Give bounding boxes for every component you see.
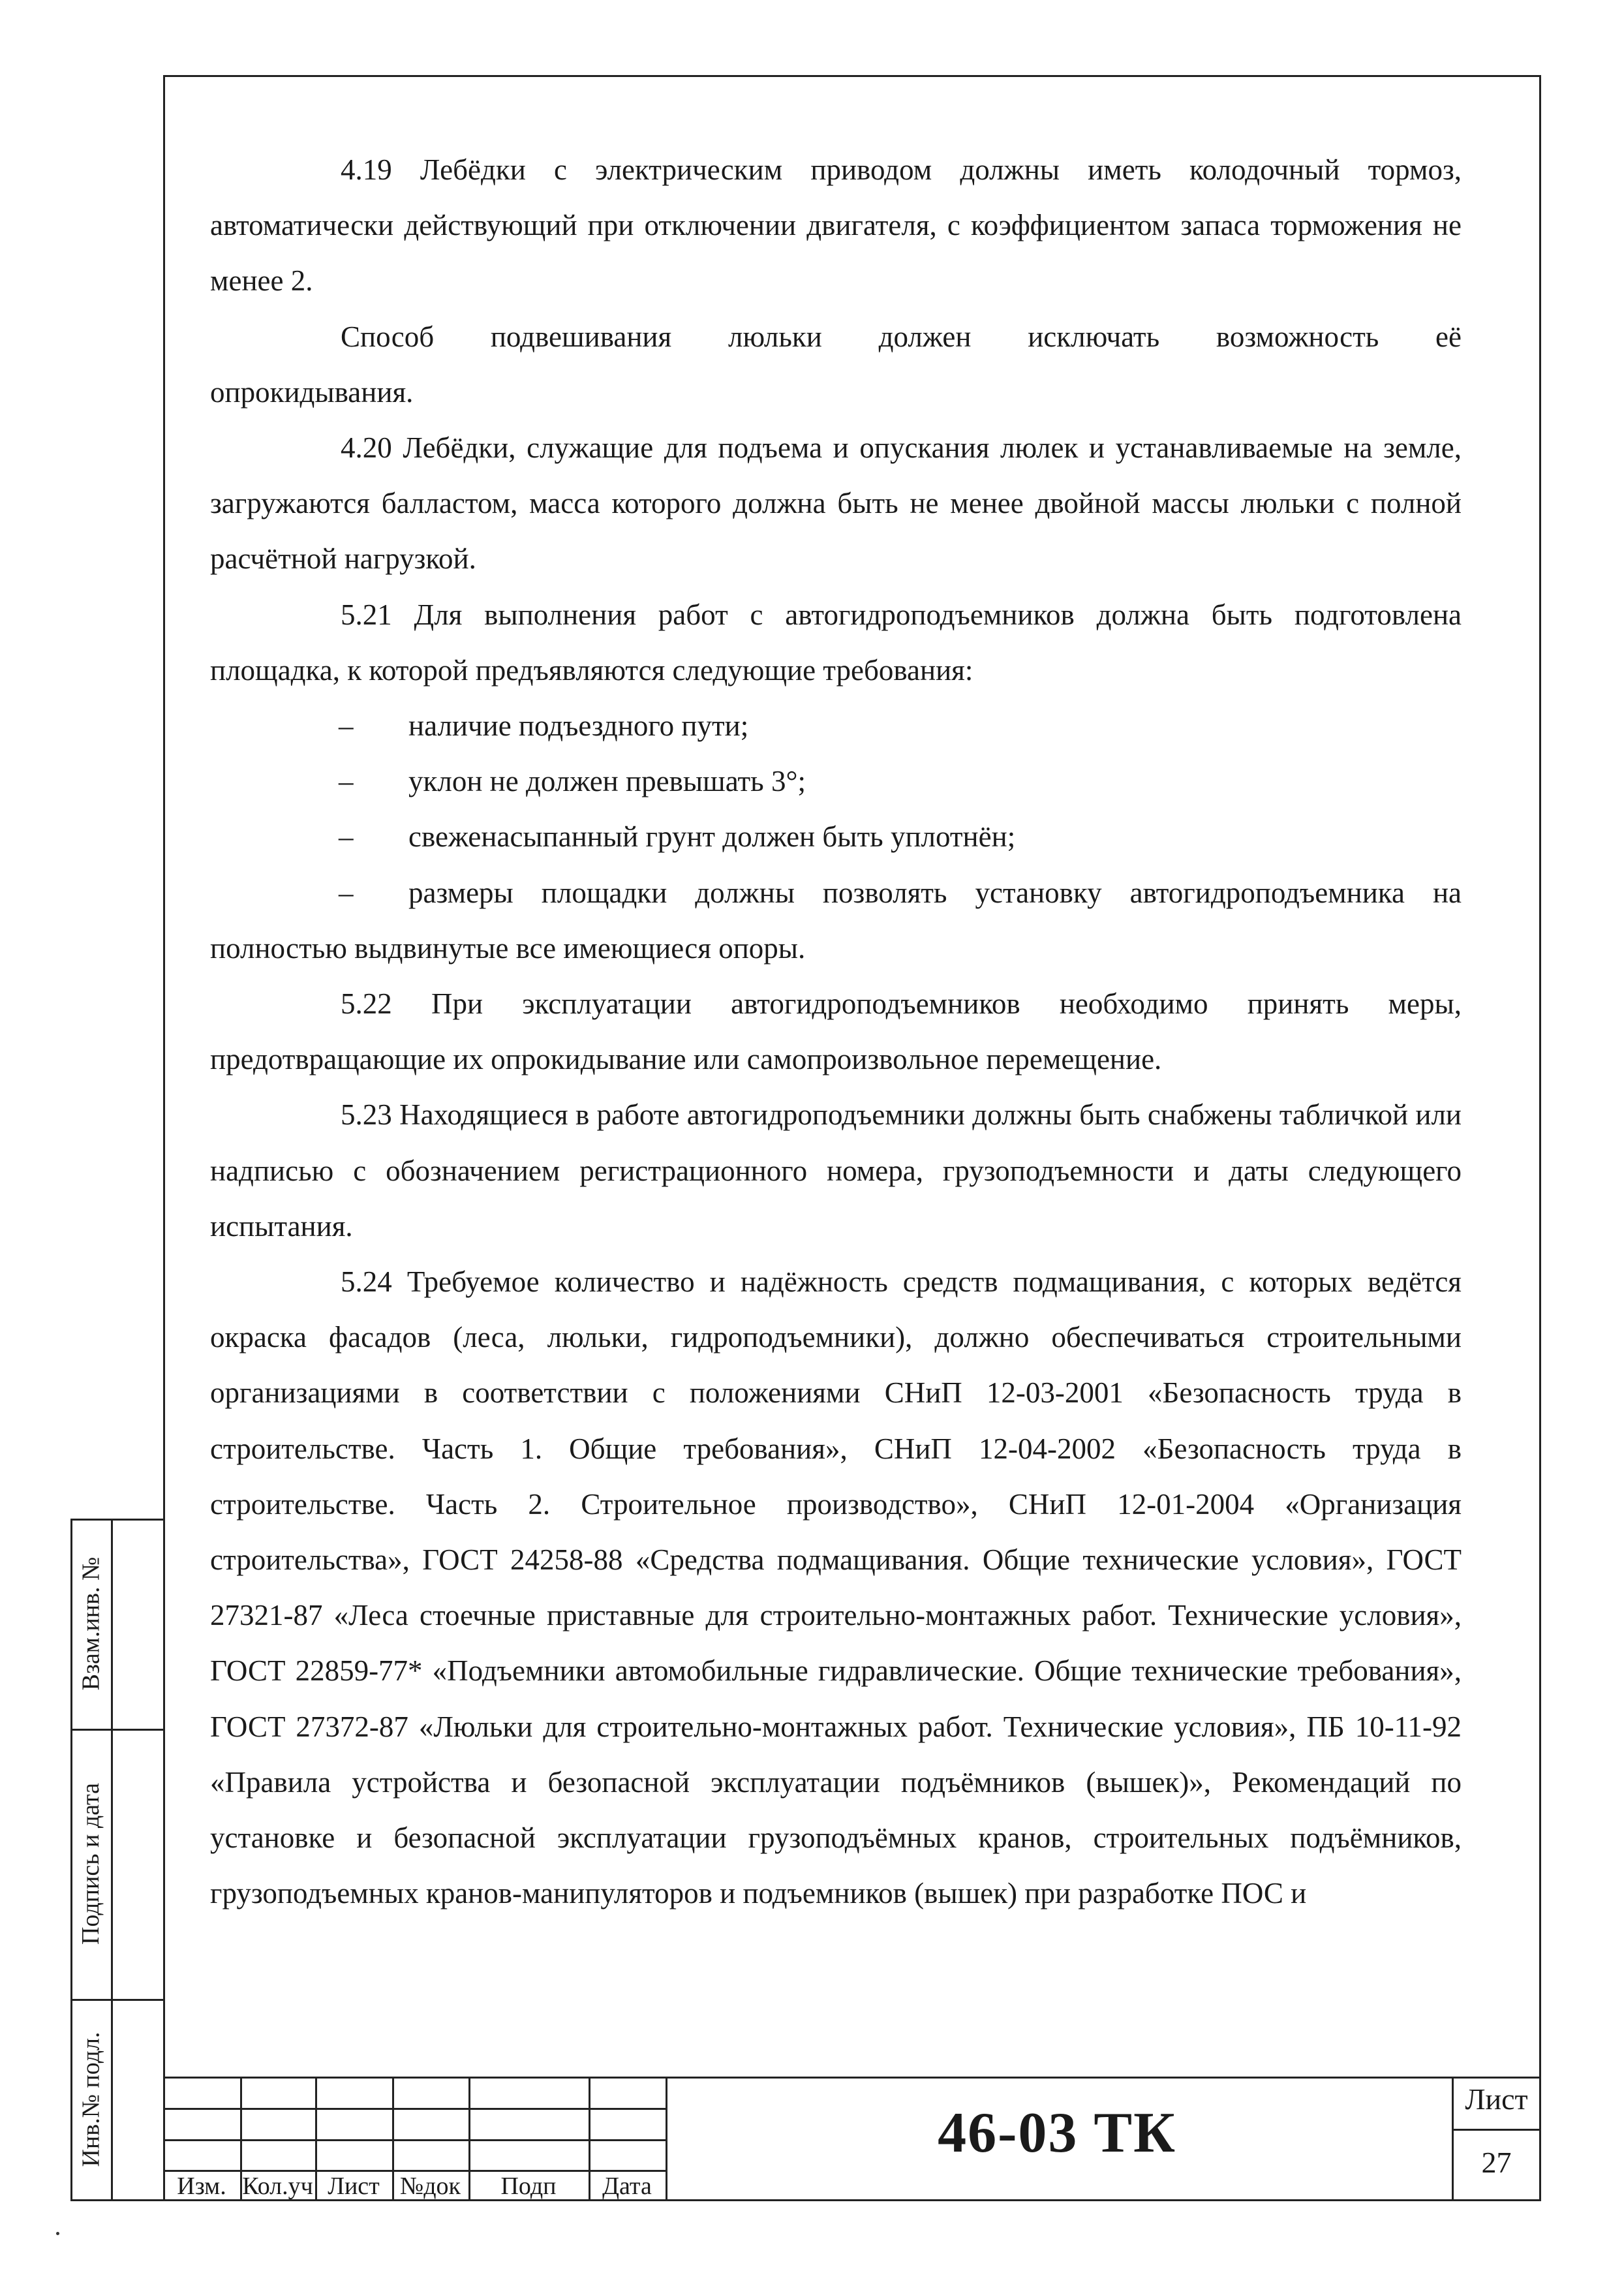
title-block: [163, 2077, 1541, 2201]
column-caption-podp: Подп: [500, 2172, 557, 2200]
list-item: – размеры площадки должны позволять установку автогидроподъемника на полностью выдвинутые все имеющиеся опоры.: [210, 865, 1462, 976]
column-caption-kol-uch: Кол.уч: [242, 2172, 313, 2200]
replacement-inventory-label: Взам.инв. №: [77, 1556, 105, 1691]
side-stamp-value-column: [111, 1519, 163, 2201]
document-code: 46-03 ТК: [938, 2101, 1176, 2165]
paragraph-5-21: 5.21 Для выполнения работ с автогидроподъемников должна быть подготовлена площадка, к которой предъявляются следующие требования:: [210, 598, 1462, 687]
paragraph-5-23: 5.23 Находящиеся в работе автогидроподъемники должны быть снабжены табличкой или надписью с обозначением регистрационного номера, грузоподъемности и даты следующего испытания.: [210, 1098, 1462, 1243]
paragraph-suspension: Способ подвешивания люльки должен исключать возможность её опрокидывания.: [210, 320, 1462, 409]
title-block-top-line: [163, 2077, 1541, 2079]
original-inventory-label: Инв.№ подл.: [77, 2031, 105, 2167]
column-caption-ndok: №док: [399, 2172, 461, 2200]
document-body: [210, 142, 1462, 1922]
dash-mark: –: [339, 820, 354, 854]
paragraph-5-24: 5.24 Требуемое количество и надёжность средств подмащивания, с которых ведётся окраска фасадов (леса, люльки, гидроподъемники), должно обеспечиваться строительными организациями в соответствии с положениями СНиП 12-03-2001 «Безопасность труда в строительстве. Часть 1. Общие требования», СНиП 12-04-2002 «Безопасность труда в строительстве. Часть 2. Строительное производство», СНиП 12-01-2004 «Организация строительства», ГОСТ 24258-88 «Средства подмащивания. Общие технические условия», ГОСТ 27321-87 «Леса стоечные приставные для строительно-монтажных работ. Технические условия», ГОСТ 22859-77* «Подъемники автомобильные гидравлические. Общие технические требования», ГОСТ 27372-87 «Люльки для строительно-монтажных работ. Технические условия», ПБ 10-11-92 «Правила устройства и безопасной эксплуатации подъёмников (вышек)», Рекомендаций по установке и безопасной эксплуатации грузоподъёмных кранов, строительных подъёмников, грузоподъемных кранов-манипуляторов и подъемников (вышек) при разработке ПОС и: [210, 1265, 1462, 1910]
paragraph-4-19: 4.19 Лебёдки с электрическим приводом должны иметь колодочный тормоз, автоматически действующий при отключении двигателя, с коэффициентом запаса торможения не менее 2.: [210, 153, 1462, 298]
list-item: – свеженасыпанный грунт должен быть уплотнён;: [210, 809, 1462, 865]
list-item: – наличие подъездного пути;: [210, 698, 1462, 754]
dash-mark: –: [339, 876, 354, 909]
sheet-cell-divider: [1452, 2129, 1541, 2131]
column-caption-data: Дата: [602, 2172, 652, 2200]
signature-date-label: Подпись и дата: [77, 1782, 105, 1945]
paragraph-5-22: 5.22 При эксплуатации автогидроподъемников необходимо принять меры, предотвращающие их опрокидывание или самопроизвольное перемещение.: [210, 987, 1462, 1076]
dash-mark: –: [339, 765, 354, 798]
side-stamp-divider: [70, 2199, 163, 2201]
side-stamp: [70, 1519, 163, 2201]
sheet-number: 27: [1481, 2146, 1512, 2179]
sheet-label: Лист: [1465, 2082, 1528, 2116]
column-caption-izm: Изм.: [177, 2172, 226, 2200]
list-item: – уклон не должен превышать 3°;: [210, 754, 1462, 809]
scan-speck: [56, 2232, 59, 2235]
dash-mark: –: [339, 709, 354, 743]
paragraph-4-20: 4.20 Лебёдки, служащие для подъема и опускания люлек и устанавливаемые на земле, загружаются балластом, масса которого должна быть не менее двойной массы люльки с полной расчётной нагрузкой.: [210, 431, 1462, 576]
column-caption-list: Лист: [328, 2172, 380, 2200]
